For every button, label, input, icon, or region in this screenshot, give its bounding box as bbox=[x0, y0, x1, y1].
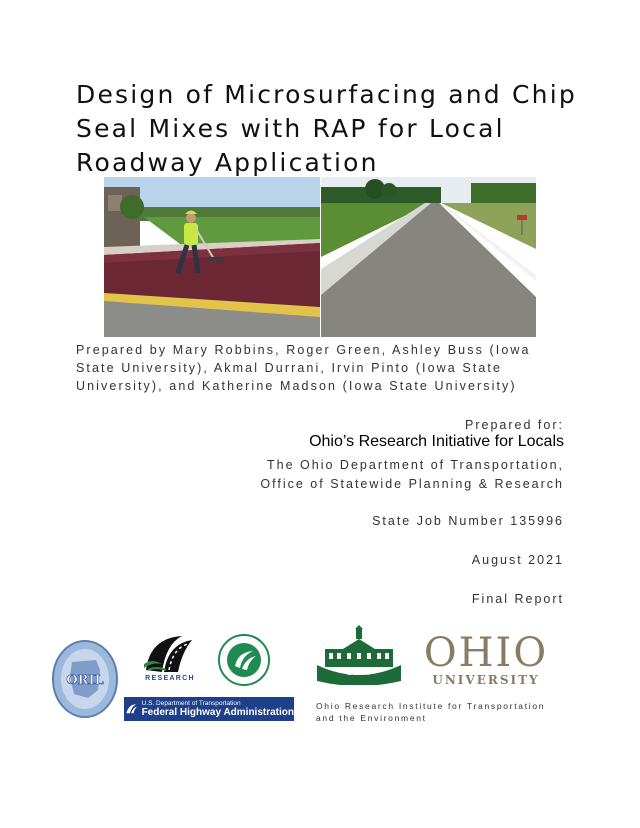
institute-line-2: and the Environment bbox=[316, 713, 427, 723]
fhwa-name: Federal Highway Administration bbox=[141, 706, 294, 718]
institute-line-1: Ohio Research Institute for Transportation bbox=[316, 701, 546, 711]
ou-university-word: UNIVERSITY bbox=[432, 673, 540, 687]
authors-line-3: University), and Katherine Madson (Iowa State University) bbox=[76, 379, 517, 393]
fhwa-shield-icon bbox=[124, 697, 140, 721]
ou-founding-year: 1804 bbox=[347, 668, 371, 677]
chip-seal-photo bbox=[321, 177, 536, 337]
fhwa-logo bbox=[124, 697, 294, 721]
title-line-1: Design of Microsurfacing and Chip bbox=[76, 80, 577, 109]
research-logo-text: RESEARCH bbox=[145, 675, 195, 682]
report-title bbox=[76, 78, 577, 180]
authors-line-1: Prepared by Mary Robbins, Roger Green, Ashley Buss (Iowa bbox=[76, 343, 531, 357]
sponsor-office: Office of Statewide Planning & Research bbox=[260, 477, 564, 491]
sponsor-department: The Ohio Department of Transportation, bbox=[267, 458, 564, 472]
odot-seal-logo bbox=[218, 634, 270, 686]
authors-line-2: State University), Akmal Durrani, Irvin Pinto (Iowa State bbox=[76, 361, 503, 375]
authors-block bbox=[76, 341, 556, 395]
oril-logo bbox=[52, 640, 118, 718]
prepared-for-label: Prepared for: bbox=[465, 418, 564, 432]
microsurfacing-photo bbox=[104, 177, 320, 337]
report-date: August 2021 bbox=[471, 553, 564, 567]
oril-logo-text: ORIL bbox=[66, 673, 104, 688]
fhwa-department: U.S. Department of Transportation bbox=[141, 699, 241, 707]
title-line-2: Seal Mixes with RAP for Local bbox=[76, 114, 505, 143]
title-line-3: Roadway Application bbox=[76, 148, 379, 177]
report-type: Final Report bbox=[471, 592, 564, 606]
job-number: State Job Number 135996 bbox=[372, 514, 564, 528]
institute-name bbox=[316, 700, 576, 724]
ou-wordmark: OHIO bbox=[423, 630, 549, 676]
sponsor-name: Ohio’s Research Initiative for Locals bbox=[309, 433, 564, 450]
